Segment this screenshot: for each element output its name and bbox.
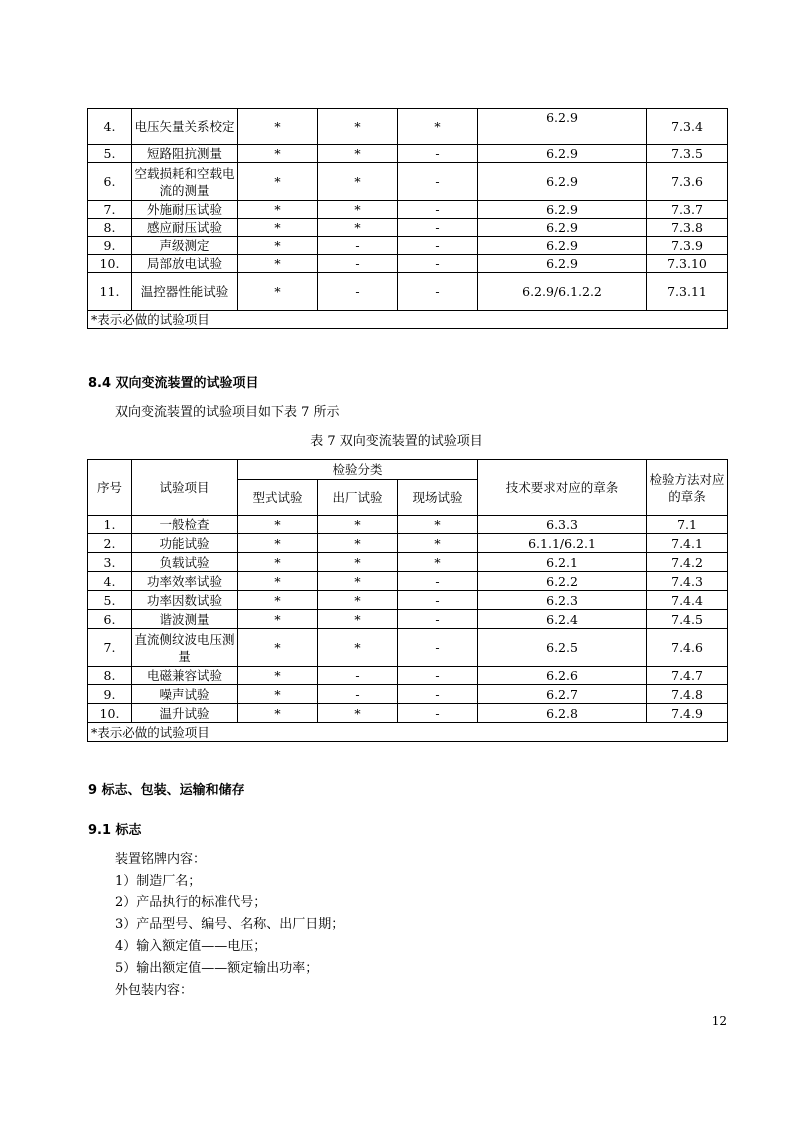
site-test-mark: - [398,255,478,273]
table-row [88,163,728,201]
method-clause: 7.1 [647,516,728,534]
type-test-mark: * [238,629,318,667]
table-row [88,201,728,219]
site-test-mark: - [398,685,478,704]
factory-test-mark: * [318,201,398,219]
site-test-mark: - [398,572,478,591]
list-item: 1）制造厂名； [115,874,202,889]
factory-test-mark: * [318,572,398,591]
page-number: 12 [711,1014,727,1028]
test-item: 负载试验 [132,553,238,572]
table-caption: 表 7 双向变流装置的试验项目 [310,434,483,449]
type-test-mark: * [238,704,318,723]
requirement-clause: 6.2.2 [478,572,647,591]
table-note-row [88,723,728,742]
table-row [88,219,728,237]
site-test-mark: - [398,610,478,629]
factory-test-mark: * [318,516,398,534]
factory-test-mark: * [318,553,398,572]
factory-test-mark: - [318,685,398,704]
method-clause: 7.3.4 [647,109,728,145]
test-item: 噪声试验 [132,685,238,704]
factory-test-mark: * [318,610,398,629]
site-test-mark: * [398,553,478,572]
table-row [88,109,728,145]
table-note: *表示必做的试验项目 [88,311,728,329]
row-number: 7. [88,201,132,219]
requirement-clause: 6.2.9 [478,109,647,145]
type-test-mark: * [238,610,318,629]
requirement-clause: 6.2.4 [478,610,647,629]
requirement-clause: 6.2.9 [478,255,647,273]
header-site-test: 现场试验 [398,480,478,516]
factory-test-mark: * [318,591,398,610]
header-requirement-clause: 技术要求对应的章条 [478,460,647,516]
requirement-clause: 6.2.9 [478,201,647,219]
requirement-clause: 6.2.9 [478,237,647,255]
site-test-mark: - [398,163,478,201]
type-test-mark: * [238,273,318,311]
method-clause: 7.4.7 [647,667,728,685]
section-heading-9-1: 9.1 标志 [88,823,142,838]
row-number: 3. [88,553,132,572]
type-test-mark: * [238,685,318,704]
test-item: 局部放电试验 [132,255,238,273]
header-no: 序号 [88,460,132,516]
row-number: 10. [88,255,132,273]
header-item: 试验项目 [132,460,238,516]
test-item: 电压矢量关系校定 [132,109,238,145]
method-clause: 7.4.3 [647,572,728,591]
factory-test-mark: - [318,273,398,311]
test-item: 声级测定 [132,237,238,255]
factory-test-mark: * [318,145,398,163]
list-item: 5）输出额定值——额定输出功率； [115,961,319,976]
row-number: 8. [88,219,132,237]
header-factory-test: 出厂试验 [318,480,398,516]
factory-test-mark: - [318,237,398,255]
site-test-mark: - [398,667,478,685]
packaging-intro: 外包装内容： [115,983,194,998]
table-6-continued [87,108,728,329]
table-note: *表示必做的试验项目 [88,723,728,742]
type-test-mark: * [238,109,318,145]
site-test-mark: * [398,109,478,145]
site-test-mark: * [398,516,478,534]
list-item: 3）产品型号、编号、名称、出厂日期； [115,917,345,932]
row-number: 2. [88,534,132,553]
table-row [88,572,728,591]
header-method-clause: 检验方法对应的章条 [647,460,728,516]
method-clause: 7.4.4 [647,591,728,610]
requirement-clause: 6.1.1/6.2.1 [478,534,647,553]
row-number: 8. [88,667,132,685]
test-item: 温控器性能试验 [132,273,238,311]
test-item: 外施耐压试验 [132,201,238,219]
table-note-row [88,311,728,329]
row-number: 11. [88,273,132,311]
test-item: 功能试验 [132,534,238,553]
factory-test-mark: * [318,704,398,723]
type-test-mark: * [238,219,318,237]
factory-test-mark: - [318,255,398,273]
site-test-mark: - [398,237,478,255]
factory-test-mark: * [318,629,398,667]
table-row [88,685,728,704]
requirement-clause: 6.3.3 [478,516,647,534]
requirement-clause: 6.2.5 [478,629,647,667]
table-row [88,553,728,572]
test-item: 感应耐压试验 [132,219,238,237]
method-clause: 7.3.7 [647,201,728,219]
table-row [88,255,728,273]
row-number: 7. [88,629,132,667]
requirement-clause: 6.2.9 [478,219,647,237]
header-inspection-category: 检验分类 [238,460,478,480]
table-header-row [88,460,728,480]
site-test-mark: - [398,219,478,237]
test-item: 功率因数试验 [132,591,238,610]
site-test-mark: - [398,201,478,219]
row-number: 6. [88,610,132,629]
type-test-mark: * [238,145,318,163]
requirement-clause: 6.2.1 [478,553,647,572]
requirement-clause: 6.2.9 [478,145,647,163]
type-test-mark: * [238,163,318,201]
row-number: 10. [88,704,132,723]
row-number: 9. [88,237,132,255]
type-test-mark: * [238,516,318,534]
site-test-mark: - [398,704,478,723]
list-item: 2）产品执行的标准代号； [115,895,267,910]
test-item: 功率效率试验 [132,572,238,591]
table-7 [87,459,728,742]
table-row [88,629,728,667]
site-test-mark: - [398,273,478,311]
site-test-mark: - [398,591,478,610]
test-item: 一般检查 [132,516,238,534]
requirement-clause: 6.2.9/6.1.2.2 [478,273,647,311]
table-row [88,145,728,163]
row-number: 5. [88,591,132,610]
requirement-clause: 6.2.9 [478,163,647,201]
test-item: 温升试验 [132,704,238,723]
method-clause: 7.4.9 [647,704,728,723]
site-test-mark: - [398,629,478,667]
test-item: 空载损耗和空载电流的测量 [132,163,238,201]
factory-test-mark: * [318,109,398,145]
method-clause: 7.3.6 [647,163,728,201]
row-number: 9. [88,685,132,704]
row-number: 6. [88,163,132,201]
section-intro: 双向变流装置的试验项目如下表 7 所示 [115,405,340,420]
requirement-clause: 6.2.8 [478,704,647,723]
nameplate-intro: 装置铭牌内容： [115,852,207,867]
type-test-mark: * [238,201,318,219]
factory-test-mark: * [318,219,398,237]
method-clause: 7.3.8 [647,219,728,237]
site-test-mark: - [398,145,478,163]
row-number: 5. [88,145,132,163]
row-number: 4. [88,572,132,591]
table-row [88,534,728,553]
section-heading-8-4: 8.4 双向变流装置的试验项目 [88,376,259,391]
row-number: 4. [88,109,132,145]
requirement-clause: 6.2.7 [478,685,647,704]
header-type-test: 型式试验 [238,480,318,516]
method-clause: 7.4.1 [647,534,728,553]
site-test-mark: * [398,534,478,553]
method-clause: 7.3.5 [647,145,728,163]
factory-test-mark: * [318,163,398,201]
type-test-mark: * [238,553,318,572]
type-test-mark: * [238,667,318,685]
method-clause: 7.3.11 [647,273,728,311]
table-row [88,516,728,534]
test-item: 电磁兼容试验 [132,667,238,685]
section-heading-9: 9 标志、包装、运输和储存 [88,783,245,798]
method-clause: 7.3.9 [647,237,728,255]
type-test-mark: * [238,591,318,610]
table-row [88,704,728,723]
table-row [88,237,728,255]
type-test-mark: * [238,237,318,255]
row-number: 1. [88,516,132,534]
requirement-clause: 6.2.3 [478,591,647,610]
type-test-mark: * [238,255,318,273]
table-row [88,610,728,629]
type-test-mark: * [238,572,318,591]
method-clause: 7.4.2 [647,553,728,572]
list-item: 4）输入额定值——电压； [115,939,267,954]
type-test-mark: * [238,534,318,553]
method-clause: 7.3.10 [647,255,728,273]
factory-test-mark: * [318,534,398,553]
test-item: 短路阻抗测量 [132,145,238,163]
table-row [88,591,728,610]
factory-test-mark: - [318,667,398,685]
method-clause: 7.4.6 [647,629,728,667]
table-row [88,273,728,311]
requirement-clause: 6.2.6 [478,667,647,685]
table-row [88,667,728,685]
method-clause: 7.4.5 [647,610,728,629]
method-clause: 7.4.8 [647,685,728,704]
test-item: 直流侧纹波电压测量 [132,629,238,667]
test-item: 谐波测量 [132,610,238,629]
